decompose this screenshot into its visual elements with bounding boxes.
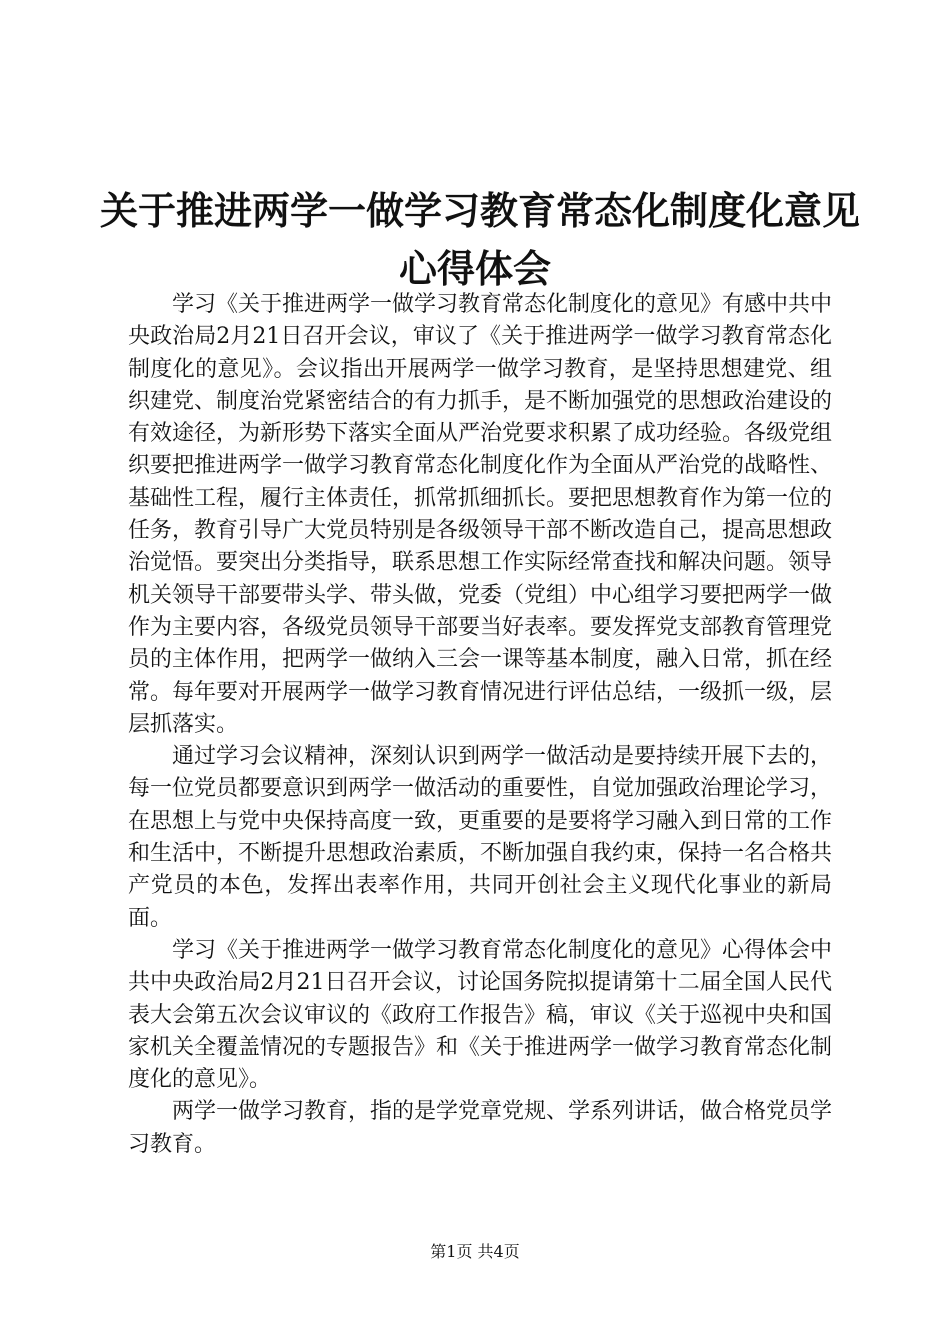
paragraph: 两学一做学习教育，指的是学党章党规、学系列讲话，做合格党员学习教育。 bbox=[128, 1099, 833, 1157]
document-title-line-1: 关于推进两学一做学习教育常态化制度化意见 bbox=[100, 189, 861, 233]
document-body bbox=[128, 289, 832, 1161]
document-title-line-2: 心得体会 bbox=[398, 247, 551, 291]
page-number-footer: 第1页 共4页 bbox=[430, 1242, 520, 1261]
paragraph: 学习《关于推进两学一做学习教育常态化制度化的意见》有感中共中央政治局2月21日召开会议，审议了《关于推进两学一做学习教育常态化制度化的意见》。会议指出开展两学一做学习教育，是坚持思想建党、组织建党、制度治党紧密结合的有力抓手，是不断加强党的思想政治建设的有效途径，为新形势下落实全面从严治党要求积累了成功经验。各级党组织要把推进两学一做学习教育常态化制度化作为全面从严治党的战略性、基础性工程，履行主体责任，抓常抓细抓长。要把思想教育作为第一位的任务，教育引导广大党员特别是各级领导干部不断改造自己，提高思想政治觉悟。要突出分类指导，联系思想工作实际经常查找和解决问题。领导机关领导干部要带头学、带头做，党委（党组）中心组学习要把两学一做作为主要内容，各级党员领导干部要当好表率。要发挥党支部教育管理党员的主体作用，把两学一做纳入三会一课等基本制度，融入日常，抓在经常。每年要对开展两学一做学习教育情况进行评估总结，一级抓一级，层层抓落实。 bbox=[128, 292, 833, 737]
paragraph: 通过学习会议精神，深刻认识到两学一做活动是要持续开展下去的，每一位党员都要意识到两学一做活动的重要性，自觉加强政治理论学习，在思想上与党中央保持高度一致，更重要的是要将学习融入到日常的工作和生活中，不断提升思想政治素质，不断加强自我约束，保持一名合格共产党员的本色，发挥出表率作用，共同开创社会主义现代化事业的新局面。 bbox=[128, 744, 833, 931]
paragraph: 学习《关于推进两学一做学习教育常态化制度化的意见》心得体会中共中央政治局2月21日召开会议，讨论国务院拟提请第十二届全国人民代表大会第五次会议审议的《政府工作报告》稿，审议《关于巡视中央和国家机关全覆盖情况的专题报告》和《关于推进两学一做学习教育常态化制度化的意见》。 bbox=[128, 937, 833, 1093]
